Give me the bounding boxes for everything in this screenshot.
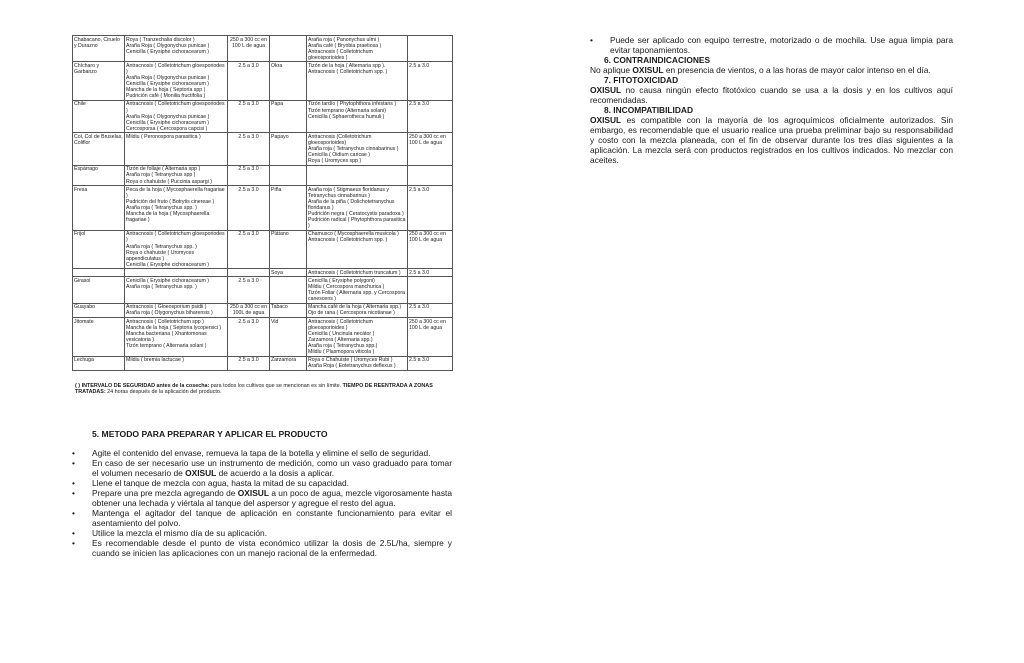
dose-cell	[408, 277, 453, 303]
crop-cell	[73, 269, 125, 277]
crop-cell	[270, 165, 307, 185]
dose-cell: 250 a 300 cc en 100 L de agua	[408, 133, 453, 165]
disease-line: Araña roja ( Tetranychus spp )	[126, 172, 196, 179]
disease-line: Cenicilla ( Erysiphe cichoracearum )	[126, 48, 210, 55]
disease-line: Araña roja ( Tetranychus spp.)	[308, 342, 378, 349]
sec8-brand: OXISUL	[590, 115, 622, 125]
disease-line: Antracnosis ( Colletotrichum gloesporiodes )	[126, 62, 225, 75]
crop-cell: Guayabo	[73, 303, 125, 317]
dose-cell: 2.5 a 3.0	[228, 133, 270, 165]
disease-line: Cenicilla ( Erysiphe cichoracearum )	[126, 277, 210, 284]
disease-cell	[125, 269, 228, 277]
list-item-text: Prepare una pre mezcla agregando de	[92, 487, 236, 498]
sec6-pre: No aplique	[590, 65, 631, 75]
dose-cell: 2.5 a 3.0	[408, 269, 453, 277]
disease-line: Antracnosis ( Gloeosporium psidii )	[126, 304, 207, 311]
application-bullet: • Puede ser aplicado con equipo terrestre, motorizado o de mochila. Use agua limpia para evitar taponamientos.	[610, 35, 953, 55]
disease-line: Mancha de la hoja ( Mycosphaerella fragariae )	[126, 211, 210, 224]
disease-cell	[307, 303, 408, 317]
disease-line: Antracnosis ( Colletotrichum spp. )	[308, 237, 388, 244]
disease-line: Zarzamora ( Alternaria spp.)	[308, 336, 373, 343]
disease-line: Ojo de rana ( Cercospora nicotianae )	[308, 310, 395, 317]
crop-cell: Plátano	[270, 230, 307, 269]
list-item	[92, 478, 452, 488]
left-column	[72, 35, 452, 558]
disease-cell	[307, 133, 408, 165]
application-bullet-list	[590, 35, 953, 55]
disease-line: Araña roja ( Tetranychus spp. )	[126, 204, 197, 211]
disease-line: Mildiu ( Peronospora parasitica )	[126, 133, 201, 140]
disease-line: Roya o chahuiste ( Puccinia aspargi )	[126, 178, 212, 185]
crop-cell: Chícharo y Garbanzo	[73, 62, 125, 101]
dose-cell: 2.5 a 3.0	[228, 165, 270, 185]
sec8-post: es compatible con la mayoría de los agroquímicos oficialmente autorizados. Sin embargo, es recomendable que el usuario realice una prueba preliminar bajo su responsabilidad y costo con la mezcla planeada, con el fin de observar durante los tres días siguientes a la aplicación. La mezcla será con productos registrados en los cultivos indicados. No mezclar con aceites.	[590, 115, 954, 165]
disease-cell	[125, 62, 228, 101]
list-item-text-post: de acuerdo a la dosis a aplicar.	[218, 467, 335, 478]
table-row	[73, 186, 453, 231]
crop-cell: Papayo	[270, 133, 307, 165]
dose-cell: 2.5 a 3.0	[408, 303, 453, 317]
section-8-title: 8. INCOMPATIBILIDAD	[604, 105, 694, 115]
disease-line: Antracnosis ( Colletotrichum gloeosporioides )	[308, 48, 373, 61]
list-item-text: En caso de ser necesario use un instrumento de medición, como un vaso graduado para tomar el volumen necesario de	[92, 457, 452, 478]
brand-name: OXISUL	[237, 487, 269, 498]
crop-cell: Lechuga	[73, 356, 125, 370]
disease-line: Araña roja ( Tetranychus cinnabarinus )	[308, 146, 399, 153]
table-row	[73, 303, 453, 317]
disease-line: Cercosporsa ( Cercospora capcisi )	[126, 125, 208, 132]
table-row	[73, 277, 453, 303]
crop-cell: Chabacano, Ciruelo y Durazno	[73, 36, 125, 62]
crop-cell: Jitomate	[73, 318, 125, 357]
dose-cell: 2.5 a 3.0	[408, 62, 453, 101]
disease-cell	[307, 165, 408, 185]
table-row	[73, 165, 453, 185]
list-item	[92, 528, 452, 538]
dose-cell	[408, 36, 453, 62]
disease-line: Araña de la piña ( Dolichotetranychus floridanus )	[308, 198, 395, 211]
disease-line: Araña roja ( Tetranychus spp. )	[126, 243, 197, 250]
disease-line: Araña Roja ( Olygonychus punicae )	[126, 42, 210, 49]
disease-line: Roya o Chahuiste ( Uromyces Rubi )	[308, 357, 393, 364]
disease-line: Tizón temprano ( Alternaria solani )	[126, 342, 207, 349]
list-item	[92, 538, 452, 558]
disease-cell	[125, 133, 228, 165]
crop-cell: Tabaco	[270, 303, 307, 317]
disease-cell	[125, 303, 228, 317]
dose-cell: 2.5 a 3.0	[228, 230, 270, 269]
disease-line: Tizón de la hoja ( Alternaria spp ).	[308, 62, 386, 69]
list-item	[92, 448, 452, 458]
dose-cell: 2.5 a 3.0	[408, 100, 453, 132]
safety-interval-note	[75, 383, 452, 396]
list-item-text: Agite el contenido del envase, remueva la tapa de la botella y elimine el sello de seguridad.	[92, 447, 431, 458]
table-row	[73, 133, 453, 165]
disease-line: Tizón de follaje ( Alternaria spp )	[126, 166, 201, 173]
crop-cell: Espárrago	[73, 165, 125, 185]
crop-cell: Girasol	[73, 277, 125, 303]
disease-line: Cenicilla ( Oidium caricae )	[308, 152, 370, 159]
disease-cell	[125, 186, 228, 231]
table-row	[73, 100, 453, 132]
list-item	[92, 488, 452, 508]
note-bold-1: ( ) INTERVALO DE SEGURIDAD antes de la cosecha:	[75, 382, 210, 389]
disease-line: Araña roja ( Olygonychus biharensis )	[126, 310, 213, 317]
section-8-text	[590, 115, 953, 165]
dose-cell: 2.5 a 3.0	[228, 186, 270, 231]
disease-line: Roya ( Tranzechalia discolor )	[126, 36, 195, 43]
disease-line: Cenicilla ( Erysiphe polygoni)	[308, 277, 375, 284]
list-item	[92, 508, 452, 528]
dose-cell: 250 a 300 cc en 100 L de agua	[408, 230, 453, 269]
disease-line: Antracnosis ( Colletotrichum gloesporiodes )	[126, 101, 225, 114]
disease-line: Araña café ( Bryobia praetiosa )	[308, 42, 382, 49]
disease-line: Cenicilla ( Erysiphe cichoracearum )	[126, 261, 210, 268]
disease-line: Pudrición negra ( Ceratocystis paradoxa )	[308, 211, 404, 218]
disease-line: Araña roja ( Tetranychus spp. )	[126, 284, 197, 291]
disease-line: Peca de la hoja ( Mycosphaerella fragariae )	[126, 186, 225, 199]
disease-cell	[307, 36, 408, 62]
disease-cell	[307, 100, 408, 132]
crop-cell: Chile	[73, 100, 125, 132]
table-row	[73, 62, 453, 101]
disease-line: Araña roja ( Panonychus ulmi )	[308, 36, 380, 43]
right-column	[590, 35, 953, 165]
dose-cell: 2.5 a 3.0	[228, 318, 270, 357]
disease-line: Cenicilla ( Uncinula necátor )	[308, 330, 375, 337]
list-item-text: Llene el tanque de mezcla con agua, hasta la mitad de su capacidad.	[92, 477, 350, 488]
table-row	[73, 230, 453, 269]
dose-cell: 2.5 a 3.0	[228, 100, 270, 132]
dose-cell: 250 a 300 cc en 100 L de agua	[408, 318, 453, 357]
disease-line: Cenicilla ( Erysiphe cichoracearum )	[126, 81, 210, 88]
table-row	[73, 36, 453, 62]
disease-line: Antracnosis ( Colletotrichum gloesporiodes )	[126, 231, 225, 244]
dose-cell: 250 a 300 cc en 100L de agua	[228, 303, 270, 317]
disease-line: Mildiu ( bremia lactucae )	[126, 357, 184, 364]
section-6-text	[590, 65, 953, 75]
disease-cell	[125, 36, 228, 62]
disease-cell	[307, 318, 408, 357]
dose-cell: 250 a 300 cc en 100 L de agua	[228, 36, 270, 62]
disease-cell	[125, 100, 228, 132]
disease-cell	[125, 318, 228, 357]
disease-cell	[307, 230, 408, 269]
brand-name: OXISUL	[185, 467, 217, 478]
sec6-post: en presencia de vientos, o a las horas de mayor calor intenso en el día.	[665, 65, 931, 75]
list-item-text: Utilice la mezcla el mismo día de su aplicación.	[92, 527, 268, 538]
crop-cell: Piña	[270, 186, 307, 231]
disease-line: Mildiu ( Cercospora manchurica )	[308, 284, 385, 291]
table-row	[73, 269, 453, 277]
disease-line: Mildiu ( Plasmopora viticola )	[308, 349, 375, 355]
dose-cell	[408, 165, 453, 185]
disease-line: Antracnosis ( Colletotrichum spp )	[126, 318, 204, 325]
crop-cell	[270, 36, 307, 62]
dose-cell	[228, 269, 270, 277]
crop-cell: Vid	[270, 318, 307, 357]
disease-line: Roya o chahuiste ( Uromyces appendiculatus )	[126, 249, 195, 262]
disease-line: Mancha café de la hoja ( Alternaria spp.)	[308, 304, 402, 311]
dose-cell: 2.5 a 3.0	[228, 62, 270, 101]
list-item	[92, 458, 452, 478]
disease-line: Antracnosis ( Colletotrichum truncatum )	[308, 269, 401, 276]
disease-line: Roya ( Uromyces spp )	[308, 158, 362, 165]
note-bold-2: TIEMPO DE REENTRADA A ZONAS TRATADAS:	[75, 382, 433, 396]
table-row	[73, 318, 453, 357]
disease-line: Tizón Foliar ( Alternaria spp. y Cercospora canescens )	[308, 290, 405, 303]
disease-line: Mancha de la hoja ( Septoria lycopersici )	[126, 324, 222, 331]
disease-line: Mancha bacteriana ( Xhantomonas vesicatoria )	[126, 330, 207, 343]
note-text-1: para todos los cultivos que se mencionan es sin límite.	[210, 382, 342, 389]
disease-cell	[307, 62, 408, 101]
disease-line: Cenicilla ( Sphaerotheca humuli )	[308, 113, 385, 120]
crop-dose-table	[72, 35, 453, 371]
disease-cell	[125, 230, 228, 269]
disease-cell	[125, 165, 228, 185]
dose-cell: 2.5 a 3.0	[408, 186, 453, 231]
crop-cell: Col, Col de Bruselas, Coliflor	[73, 133, 125, 165]
section-6-title: 6. CONTRAINDICACIONES	[604, 55, 711, 65]
disease-line: Araña Roja ( Olygonychus punicae )	[126, 113, 210, 120]
disease-line: Chamusco ( Mycosphaerella musicola )	[308, 231, 399, 238]
list-item-text-post: a un poco de agua, mezcle vigorosamente hasta obtener una lechada y viértala al tanque del aspersor y agregue el resto del agua.	[92, 487, 453, 508]
crop-cell	[270, 277, 307, 303]
disease-cell	[307, 277, 408, 303]
disease-cell	[307, 356, 408, 370]
disease-line: Araña Roja ( Eotetranychus deflexus )	[308, 363, 396, 370]
disease-line: Cenicilla ( Erysiphe cichoracearum )	[126, 119, 210, 126]
section-5-title: 5. METODO PARA PREPARAR Y APLICAR EL PRODUCTO	[92, 428, 328, 439]
disease-cell	[307, 269, 408, 277]
dose-cell: 2.5 a 3.0	[228, 277, 270, 303]
disease-cell	[125, 277, 228, 303]
dose-cell: 2.5 a 3.0	[408, 356, 453, 370]
sec6-brand: OXISUL	[632, 65, 664, 75]
dose-cell: 2.5 a 3.0	[228, 356, 270, 370]
crop-cell: Papa	[270, 100, 307, 132]
list-item-text: Mantenga el agitador del tanque de aplicación en constante funcionamiento para evitar el asentamiento del polvo.	[92, 507, 452, 528]
list-item-text: Es recomendable desde el punto de vista económico utilizar la dosis de 2.5L/ha, siempre y cuando se inicien las aplicaciones con un manejo racional de la enfermedad.	[92, 537, 452, 558]
note-text-2: 24 horas después de la aplicación del producto.	[107, 389, 222, 396]
section-7-title: 7. FITOTOXICIDAD	[604, 75, 679, 85]
disease-line: Araña roja ( Stigmaeus floridanus y Tetranychus cinnabarinus )	[308, 186, 390, 199]
crop-cell: Fresa	[73, 186, 125, 231]
disease-cell	[307, 186, 408, 231]
crop-cell: Okra	[270, 62, 307, 101]
section-5-list	[72, 448, 452, 558]
disease-line: Tizón tardío ( Phytophthora infestans ) Tizón temprano (Alternaria solani)	[308, 101, 397, 114]
disease-line: Mancha de la hoja ( Septoria spp )	[126, 87, 206, 94]
disease-line: Araña Roja ( Olygonychus punicae )	[126, 75, 210, 82]
disease-line: Pudrición radical ( Phytophthora parasitica )	[308, 217, 406, 230]
crop-cell: Zarzamora	[270, 356, 307, 370]
disease-line: Antracnosis ( Colletotrichum spp. )	[308, 68, 388, 75]
disease-line: Antracnosis ( Colletotrichum gloeosporioides )	[308, 318, 373, 331]
section-7-text	[590, 85, 953, 105]
crop-cell: Frijol	[73, 230, 125, 269]
sec7-post: no causa ningún efecto fitotóxico cuando se usa a la dosis y en los cultivos aquí recomendadas.	[590, 85, 953, 105]
disease-line: Pudrición del fruto ( Botrytis cinereae )	[126, 198, 215, 205]
disease-line: Antracnosis (Colletotrichum gloeosporioides)	[308, 133, 372, 146]
disease-cell	[125, 356, 228, 370]
sec7-brand: OXISUL	[590, 85, 622, 95]
crop-cell: Soya	[270, 269, 307, 277]
disease-line: Pudrición café ( Monilia fructifolia )	[126, 93, 206, 100]
table-row	[73, 356, 453, 370]
